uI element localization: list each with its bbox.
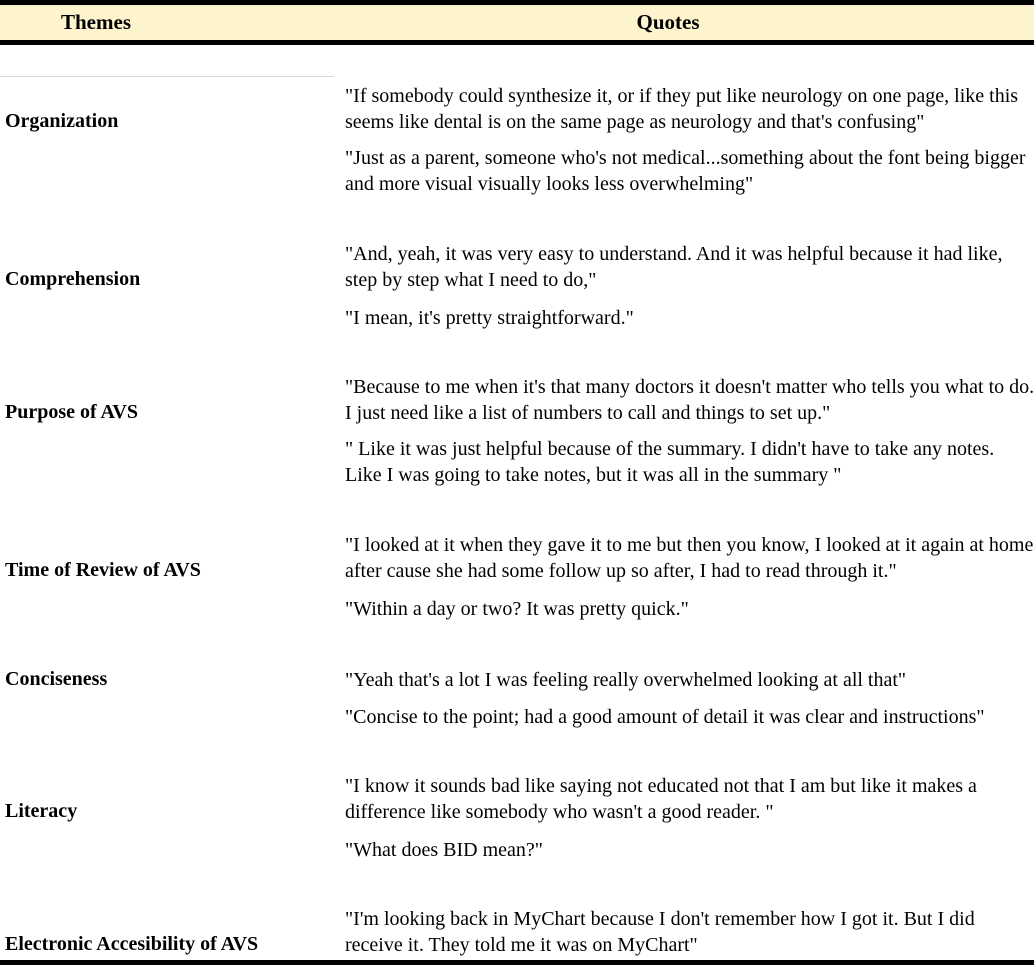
quote-time-of-review-1: "I looked at it when they gave it to me but then you know, I looked at it again at home after cause she had some follow up so after, I had to read through it." [345,534,1034,582]
quote-comprehension-1: "And, yeah, it was very easy to understand. And it was helpful because it had like, step by step what I need to do," [345,243,1003,291]
theme-conciseness: Conciseness [5,668,108,690]
quote-organization-1: "If somebody could synthesize it, or if they put like neurology on one page, like this seems like dental is on the same page as neurology and that's confusing" [345,85,1019,133]
theme-time-of-review: Time of Review of AVS [5,559,201,581]
quote-conciseness-2: "Concise to the point; had a good amount of detail it was clear and instructions" [345,706,985,728]
quote-literacy-1: "I know it sounds bad like saying not educated not that I am but like it makes a difference like somebody who wasn't a good reader. " [345,775,977,823]
quote-time-of-review-2: "Within a day or two? It was pretty quick." [345,598,689,620]
quote-comprehension-2: "I mean, it's pretty straightforward." [345,307,634,329]
quote-electronic-accessibility-1: "I'm looking back in MyChart because I don't remember how I got it. But I did receive it. They told me it was on MyChart" [345,908,975,956]
quote-purpose-1: "Because to me when it's that many doctors it doesn't matter who tells you what to do. I just need like a list of numbers to call and things to set up." [345,376,1034,424]
header-bottom-rule [0,40,1034,45]
theme-purpose-of-avs: Purpose of AVS [5,401,138,423]
quote-literacy-2: "What does BID mean?" [345,839,543,861]
theme-literacy: Literacy [5,800,78,822]
quote-conciseness-1: "Yeah that's a lot I was feeling really overwhelmed looking at all that" [345,669,907,691]
quote-purpose-2: " Like it was just helpful because of the summary. I didn't have to take any notes. Like I was going to take notes, but it was all in the summary " [345,438,995,486]
separator-line [0,76,334,77]
theme-comprehension: Comprehension [5,268,141,290]
table-bottom-rule [0,960,1034,965]
theme-organization: Organization [5,110,119,132]
theme-electronic-accessibility: Electronic Accesibility of AVS [5,933,259,955]
column-header-quotes: Quotes [636,10,700,34]
quote-organization-2: "Just as a parent, someone who's not medical...something about the font being bigger and more visual visually looks less overwhelming" [345,147,1026,195]
column-header-themes: Themes [61,10,131,34]
